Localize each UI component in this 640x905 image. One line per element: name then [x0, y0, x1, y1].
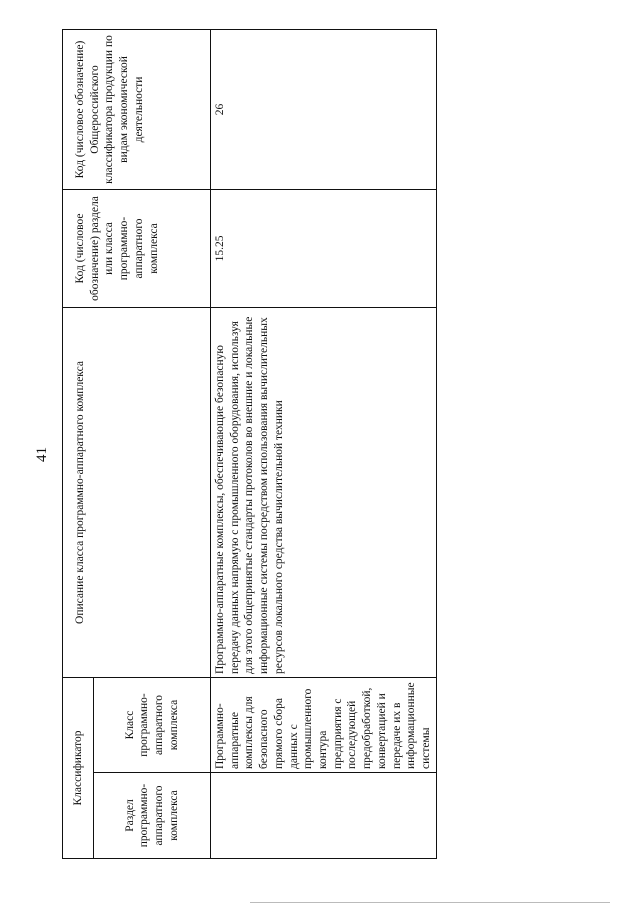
rotated-table-content — [62, 30, 433, 859]
cell-class: Программно-аппаратные комплексы для безопасного прямого сбора данных с промышленного контура предприятия с последующей предобработкой, конвертацией и передаче их в информационные системы — [211, 677, 437, 772]
header-description: Описание класса программно-аппаратного комплекса — [63, 307, 211, 677]
table-row — [211, 29, 437, 858]
cell-section — [211, 773, 437, 859]
header-code-section: Код (числовое обозначение) раздела или класса программно-аппаратного комплекса — [63, 189, 211, 307]
classifier-table — [62, 29, 437, 859]
rotated-table-wrapper — [62, 30, 433, 859]
cell-code-section: 15.25 — [211, 189, 437, 307]
page-number: 41 — [34, 447, 50, 462]
scan-edge-line — [250, 902, 610, 903]
header-section: Раздел программно-аппаратного комплекса — [94, 773, 211, 859]
header-class: Класс программно-аппаратного комплекса — [94, 677, 211, 772]
cell-description: Программно-аппаратные комплексы, обеспечивающие безопасную передачу данных напрямую с промышленного оборудования, используя для этого общепринятые стандарты протоколов во внешние и локальные информационные системы посредством использования вычислительных ресурсов локального средства вычислительной техники — [211, 307, 437, 677]
cell-code-okpd: 26 — [211, 29, 437, 189]
header-classifier: Классификатор — [63, 677, 94, 858]
header-code-okpd: Код (числовое обозначение) Общероссийского классификатора продукции по видам экономической деятельности — [63, 29, 211, 189]
